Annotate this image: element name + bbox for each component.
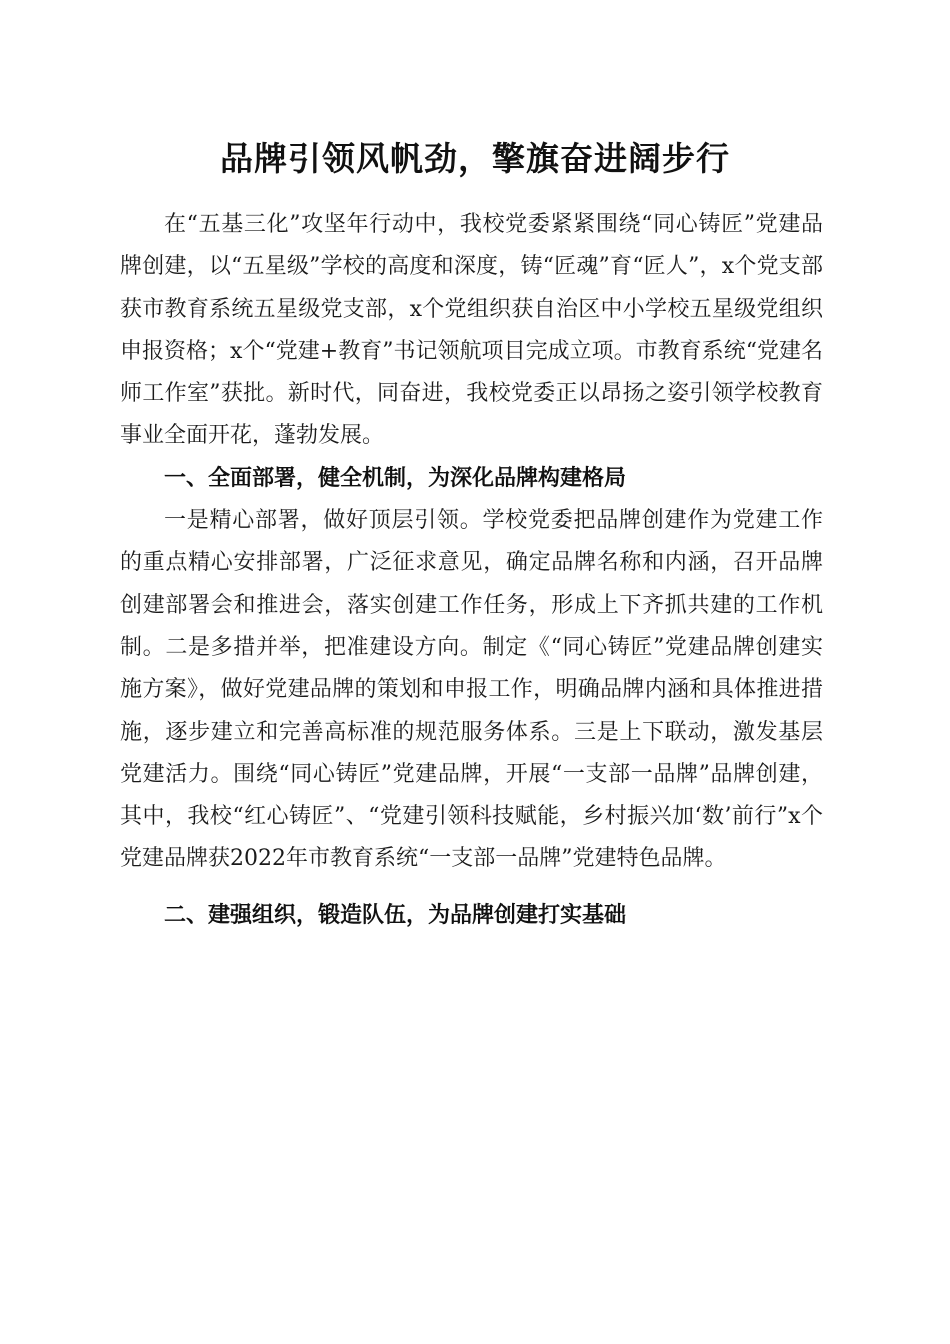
intro-paragraph: 在“五基三化”攻坚年行动中，我校党委紧紧围绕“同心铸匠”党建品牌创建，以“五星级”学校的高度和深度，铸“匠魂”育“匠人”，x个党支部获市教育系统五星级党支部，x个党组织获自治区中小学校五星级党组织申报资格；x个“党建+教育”书记领航项目完成立项。市教育系统“党建名师工作室”获批。新时代，同奋进，我校党委正以昂扬之姿引领学校教育事业全面开花，蓬勃发展。	[120, 212, 823, 449]
section-1-heading: 一、全面部署，健全机制，为深化品牌构建格局	[164, 465, 627, 491]
section-1-paragraph: 一是精心部署，做好顶层引领。学校党委把品牌创建作为党建工作的重点精心安排部署，广泛征求意见，确定品牌名称和内涵，召开品牌创建部署会和推进会，落实创建工作任务，形成上下齐抓共建的工作机制。二是多措并举，把准建设方向。制定《“同心铸匠”党建品牌创建实施方案》，做好党建品牌的策划和申报工作，明确品牌内涵和具体推进措施，逐步建立和完善高标准的规范服务体系。三是上下联动，激发基层党建活力。围绕“同心铸匠”党建品牌，开展“一支部一品牌”品牌创建，其中，我校“红心铸匠”、“党建引领科技赋能，乡村振兴加‘数’前行”x个党建品牌获2022年市教育系统“一支部一品牌”党建特色品牌。	[120, 508, 823, 872]
document-title: 品牌引领风帆劲，擎旗奋进阔步行	[220, 139, 730, 178]
section-2-heading: 二、建强组织，锻造队伍，为品牌创建打实基础	[164, 902, 627, 928]
document-body	[120, 204, 823, 937]
